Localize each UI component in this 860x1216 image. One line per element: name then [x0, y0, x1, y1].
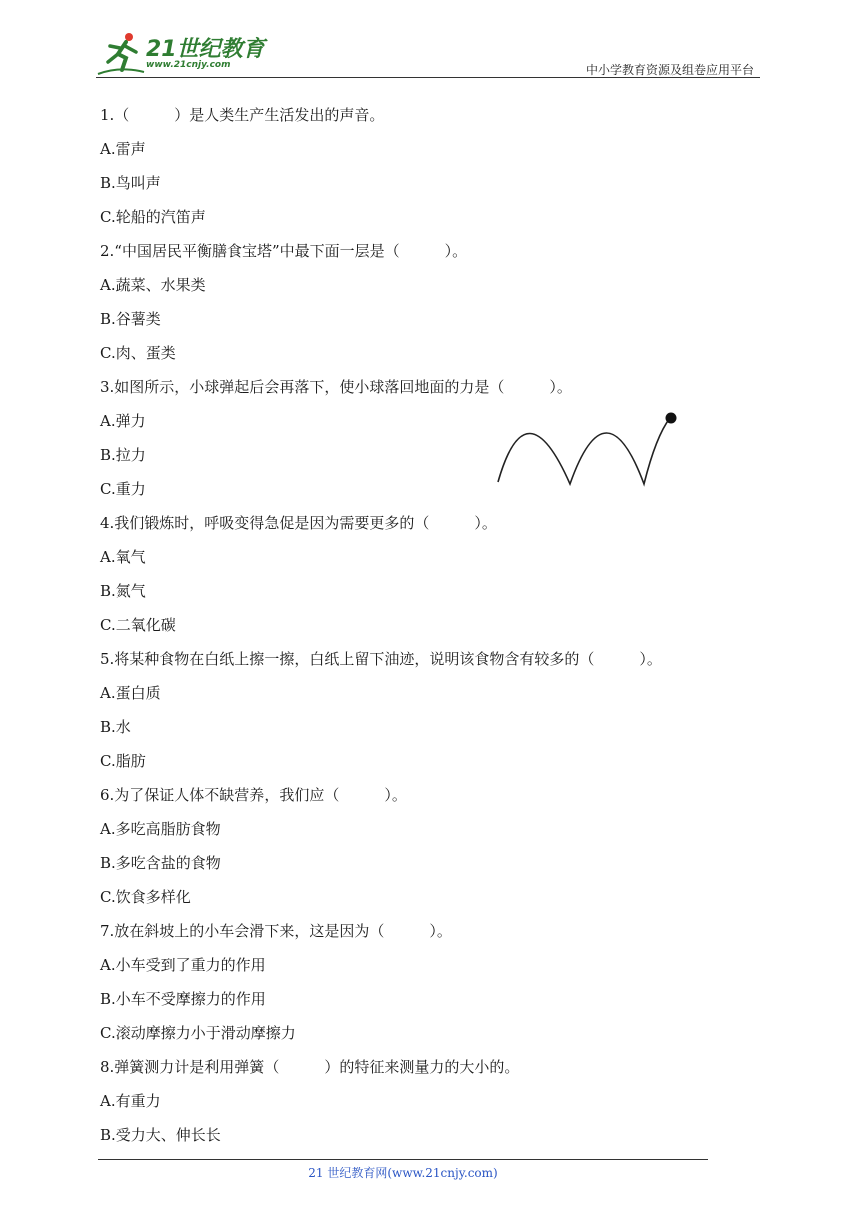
question-8-stem: 8.弹簧测力计是利用弹簧（ ）的特征来测量力的大小的。 [100, 1058, 520, 1076]
question-6-option-c: C.饮食多样化 [100, 888, 191, 906]
question-2-stem: 2.“中国居民平衡膳食宝塔”中最下面一层是（ ）。 [100, 242, 468, 260]
question-5-option-a: A.蛋白质 [100, 684, 161, 702]
question-8-option-a: A.有重力 [100, 1092, 161, 1110]
footer-source: 21 世纪教育网(www.21cnjy.com) [308, 1166, 498, 1180]
platform-name: 中小学教育资源及组卷应用平台 [585, 63, 754, 77]
question-3-option-c: C.重力 [100, 480, 146, 498]
question-list [100, 102, 780, 1156]
ball-trajectory [498, 418, 670, 484]
question-3-option-b: B.拉力 [100, 446, 146, 464]
question-5-option-b: B.水 [100, 718, 131, 736]
logo-title: 21世纪教育 [146, 37, 265, 62]
footer-divider [98, 1159, 708, 1160]
question-7-stem: 7.放在斜坡上的小车会滑下来，这是因为（ ）。 [100, 922, 452, 940]
question-3-option-a: A.弹力 [100, 412, 146, 430]
question-1-option-b: B.鸟叫声 [100, 174, 161, 192]
question-6-stem: 6.为了保证人体不缺营养，我们应（ ）。 [100, 786, 407, 804]
logo-url: www.21cnjy.com [146, 60, 231, 70]
header-divider [96, 77, 760, 78]
question-5-stem: 5.将某种食物在白纸上擦一擦，白纸上留下油迹，说明该食物含有较多的（ ）。 [100, 650, 662, 668]
question-4-option-c: C.二氧化碳 [100, 616, 176, 634]
question-2-option-b: B.谷薯类 [100, 310, 161, 328]
question-7-option-c: C.滚动摩擦力小于滑动摩擦力 [100, 1024, 296, 1042]
question-4-option-a: A.氧气 [100, 548, 146, 566]
question-6-option-a: A.多吃高脂肪食物 [100, 820, 221, 838]
question-2-option-a: A.蔬菜、水果类 [100, 276, 206, 294]
runner-logo-icon [96, 30, 146, 76]
ball [666, 413, 677, 424]
question-1-stem: 1.（ ）是人类生产生活发出的声音。 [100, 106, 385, 124]
question-3-stem: 3.如图所示，小球弹起后会再落下，使小球落回地面的力是（ ）。 [100, 378, 572, 396]
bouncing-ball-figure [496, 406, 682, 490]
question-7-option-b: B.小车不受摩擦力的作用 [100, 990, 266, 1008]
question-8-option-b: B.受力大、伸长长 [100, 1126, 221, 1144]
page-header [96, 30, 760, 78]
question-4-stem: 4.我们锻炼时，呼吸变得急促是因为需要更多的（ ）。 [100, 514, 497, 532]
site-logo [96, 30, 266, 76]
question-6-option-b: B.多吃含盐的食物 [100, 854, 221, 872]
question-4-option-b: B.氮气 [100, 582, 146, 600]
question-7-option-a: A.小车受到了重力的作用 [100, 956, 266, 974]
question-1-option-c: C.轮船的汽笛声 [100, 208, 206, 226]
question-5-option-c: C.脂肪 [100, 752, 146, 770]
question-2-option-c: C.肉、蛋类 [100, 344, 176, 362]
question-1-option-a: A.雷声 [100, 140, 146, 158]
